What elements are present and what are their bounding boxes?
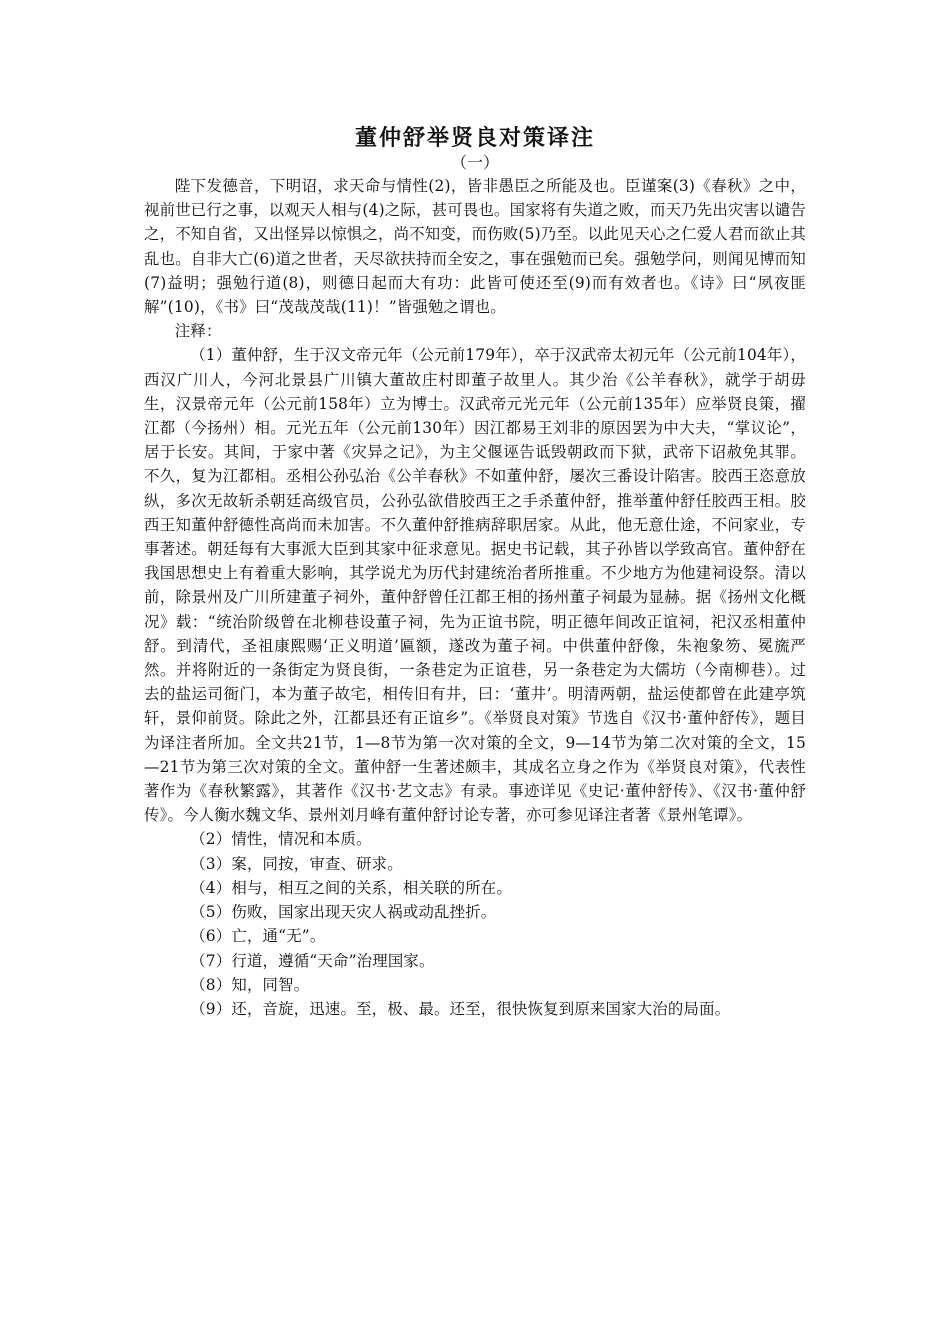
note-item-8: （8）知，同智。 xyxy=(190,975,310,994)
section-number: （一） xyxy=(450,153,499,172)
note-item-5: （5）伤败，国家出现天灾人祸或动乱挫折。 xyxy=(190,903,497,922)
note-item-3: （3）案，同按，审查、研求。 xyxy=(190,854,403,873)
notes-label: 注释： xyxy=(174,322,222,341)
document-title: 董仲舒举贤良对策译注 xyxy=(354,125,595,151)
main-paragraph: 陛下发德音，下明诏，求天命与情性(2)，皆非愚臣之所能及也。臣谨案(3)《春秋》之中，视前世已行之事，以观天人相与(4)之际，甚可畏也。国家将有失道之败，而天乃先出灾害以谴告之，不知自省，又出怪异以惊惧之，尚不知变，而伤败(5)乃至。以此见天心之仁爱人君而欲止其乱也。自非大亡(6)道之世者，天尽欲扶持而全安之，事在强勉而已矣。强勉学问，则闻见博而知(7)益明；强勉行道(8)，则德日起而大有功：此皆可使还至(9)而有效者也。《诗》曰“夙夜匪解”(10)，《书》曰“茂哉茂哉(11)！”皆强勉之谓也。 xyxy=(144,177,806,317)
note-item-9: （9）还，音旋，迅速。至，极、最。还至，很快恢复到原来国家大治的局面。 xyxy=(190,999,731,1018)
note-item-7: （7）行道，遵循“天命”治理国家。 xyxy=(190,951,435,970)
note-item-4: （4）相与，相互之间的关系，相关联的所在。 xyxy=(190,878,512,897)
note-item-2: （2）情性，情况和本质。 xyxy=(190,830,372,849)
note-item-1: （1）董仲舒，生于汉文帝元年（公元前179年），卒于汉武帝太初元年（公元前104年），西汉广川人，今河北景县广川镇大董故庄村即董子故里人。其少治《公羊春秋》，就学于胡毋生，汉景帝元年（公元前158年）立为博士。汉武帝元光元年（公元前135年）应举贤良策，擢江都（今扬州）相。元光五年（公元前130年）因江都易王刘非的原因罢为中大夫，“掌议论”，居于长安。其间，于家中著《灾异之记》，为主父偃诬告诋毁朝政而下狱，武帝下诏赦免其罪。不久，复为江都相。丞相公孙弘治《公羊春秋》不如董仲舒，屡次三番设计陷害。胶西王恣意放纵，多次无故斩杀朝廷高级官员，公孙弘欲借胶西王之手杀董仲舒，推举董仲舒任胶西王相。胶西王知董仲舒德性高尚而未加害。不久董仲舒推病辞职居家。从此，他无意仕途，不问家业，专事著述。朝廷每有大事派大臣到其家中征求意见。据史书记载，其子孙皆以学致高官。董仲舒在我国思想史上有着重大影响，其学说尤为历代封建统治者所推重。不少地方为他建祠设祭。清以前，除景州及广川所建董子祠外，董仲舒曾任江都王相的扬州董子祠最为显赫。据《扬州文化概况》载：“统治阶级曾在北柳巷设董子祠，先为正谊书院，明正德年间改正谊祠，祀汉丞相董仲舒。到清代，圣祖康熙赐‘正义明道’匾额，遂改为董子祠。中供董仲舒像，朱袍象笏、冕旒严然。并将附近的一条街定为贤良街，一条巷定为正谊巷，另一条巷定为大儒坊（今南柳巷）。过去的盐运司衙门，本为董子故宅，相传旧有井，曰：‘董井’。明清两朝，盐运使都曾在此建亭筑轩，景仰前贤。除此之外，江都县还有正谊乡”。《举贤良对策》节选自《汉书·董仲舒传》，题目为译注者所加。全文共21节，1—8节为第一次对策的全文，9—14节为第二次对策的全文，15—21节为第三次对策的全文。董仲舒一生著述颇丰，其成名立身之作为《举贤良对策》，代表性著作为《春秋繁露》，其著作《汉书·艺文志》有录。事迹详见《史记·董仲舒传》、《汉书·董仲舒传》。今人衡水魏文华、景州刘月峰有董仲舒讨论专著，亦可参见译注者著《景州笔谭》。 xyxy=(144,346,806,825)
document-body xyxy=(144,174,806,1021)
note-item-6: （6）亡，通“无”。 xyxy=(190,927,326,946)
